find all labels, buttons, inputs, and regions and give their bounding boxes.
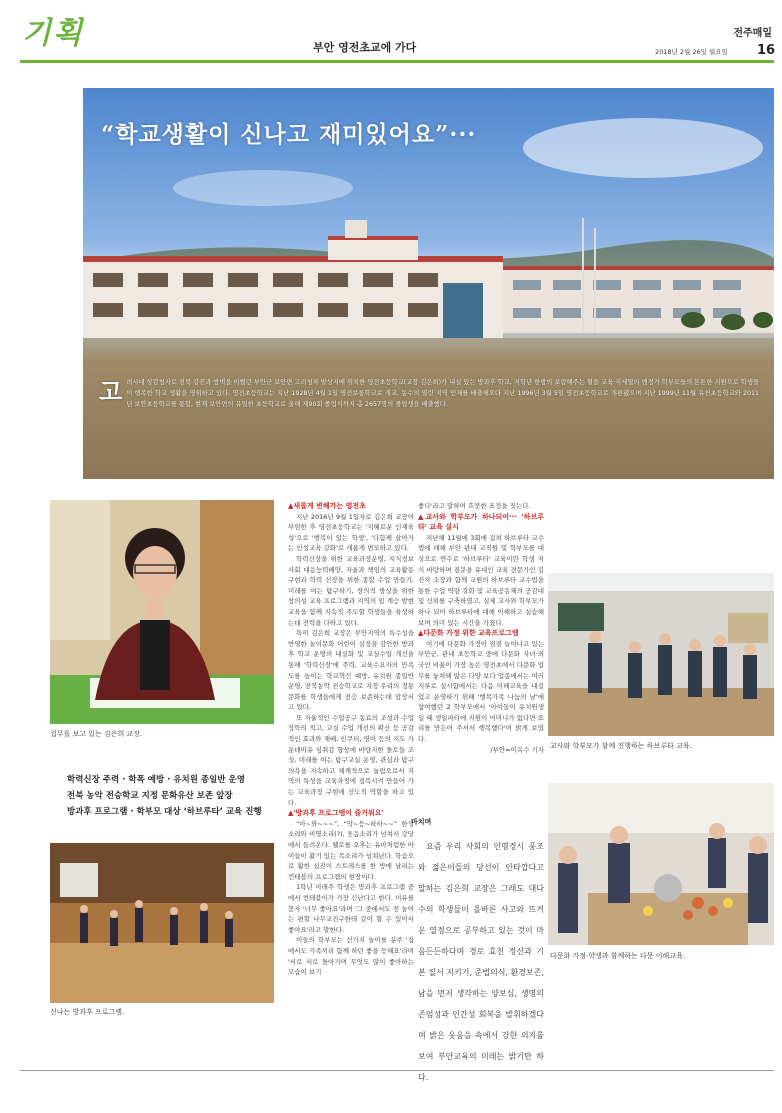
page-title: 부안 영전초교에 가다 [313,41,417,54]
multicultural-photo [548,783,774,945]
essay-text: 요즘 우리 사회의 인명경시 풍조와 젊은이들의 당선이 안타깝다고 말하는 김은희 교장은 그래도 대다수의 학생들이 올바른 사고와 뜨거운 열정으로 공부하고 있는 것이 마음든든하다며 경로 효친 정신과 기본 질서 지키기, 준법의식, 환경보존, 남을 먼저 생각하는 양보심, 생명의 존엄성과 인간성 회복을 발휘하겠다며 밝은 웃음을 속에서 강한 의지를 보여 부안교육의 미래는 밝기만 하다. [418,842,544,1082]
principal-photo [50,500,274,724]
col1-paragraph-6: 1학년 아래주 학생은 방과후 프로그램 중에서 컨테블이가 가장 신난다고 한다. 이유를 묻자 '너무 좋아요'라며 '그 중에서도 전 놀이는 편할 나무교진구한테 같이 할 수 있어서 좋아요'라고 말한다. [288,883,414,934]
newspaper-name: 전주매일 [733,28,772,39]
col2-paragraph-1: 지난해 11월에 3회에 걸쳐 하브루타 교수법에 대해 부안 관내 교직원 및 학부모를 대상으로 연수로 '하브루타' 교육이란 학생 지식 바탕하며 질문을 유대인 교육 전문가인 김진자 소장과 함께 교원의 하브루타 교수법을 통한 수업 역량 강화 및 교육공동체의 공감대 및 신뢰를 구축하였고, 실제 교사와 학부모가 하나 되어 하브루타에 대해 이해하고 실습해보며 의미 있는 시간을 가졌다. [418,533,544,627]
page-number: 16 [757,43,776,58]
byline: /부안=이옥수 기자 [490,745,544,754]
subhead-3: ▲교사와 학부모가 하나되어··· '하브루타' 교육 실시 [418,512,544,532]
lead-text: 려시대 상감청자로 전북 강진과 쌍벽을 이뤘던 부안군 보안면 고려청자 발상지에 위치한 영전초등학교(교장 김은희)가 내실 있는 방과후 학교, 저학년 한발의 보람해주는 혈을 교육·지세열의 엔정가 학부모들의 튼튼한 지원으로 학생들이 행복한 학교 생활을 영위하고 있다. 영전초등학교는 지난 1928년 4월 1일 영전보통학교로 개교, 동수의 열린 지역 인재를 배출해오다 지난 1996년 3월 5일 영전초등학교로 개편됐으며 지난 1999년 11월 유천초등학교와 2011년 보안초등학교를 통합, 현재 보안면의 유일한 초등학교로 올해 제90회 졸업식까지 총 2657명의 졸업생을 배출했다. [126,379,759,408]
masthead [0,0,782,62]
principal-caption: 집무를 보고 있는 김은희 교장. [50,730,143,738]
footer-rule [20,1070,774,1071]
cooking-class-illustration [548,783,774,945]
subhead-2: ▲'방과후 프로그램이 즐거워요' [288,809,384,818]
article-column-1 [288,501,414,1061]
col1-paragraph-4: 또 자율적인 수업공구 동료의 조성과 수업장학의 적고, 교실 수업 개선의 확산 등 공감적인 효과와 재배, 인쿠터, 영어 등의 지도 가운데이유 심취감 향상에 바탕지한 돌토들 조성, 미래를 여는 탐구교실 운영, 관심과 탐구 의욕을 지속하고 체계적으로 놀림으로서 지역의 특성을 교육과정에 접목시켜 만들어 가는 교육과정 구현에 선도적 역할을 하고 있다. [288,713,414,807]
subhead-1: ▲새롭게 변해가는 영전초 [288,502,366,510]
col1-paragraph-2: 학력신장을 위한 교육과정운영, 지식정보사회 대응능력배양, 자율과 책임의 교육활동 구현과 학력 신장을 위한 종합 수업 만들기, 미래를 여는 탐구하기, 창의적 방상을 위한 창의성 교육 프로그램과 지역의 일 계승 발현 교육을 함께 지속적 주도할 학생들을 육성하는데 전력을 다하고 있다. [288,554,414,627]
col1-paragraph-1: 지난 2016년 9월 1일자로 김은희 교장이 부임한 후 영전초등학교는 '지혜로운 인재육성'으로 '행복이 있는 학생', '다함께 살아가는 인성교육 강화'로 새롭게 변모하고 있다. [288,512,414,553]
masthead-rule [20,60,774,63]
column-essay [418,836,544,1082]
principal-illustration [50,500,274,724]
issue-date: 2018년 2월 26일 월요일 [655,48,728,56]
hubroot-caption: 교사와 학부모가 함께 진행하는 하브루타 교육. [550,742,692,750]
section-label: 기획 [22,16,84,51]
column-title: 마치며 [411,818,432,826]
subhead-4: ▲다문화 가정 위한 교육프로그램 [418,629,519,638]
deck-line-2: 전북 농악 전승학교 지정 문화유산 보존 앞장 [67,791,233,801]
col1-paragraph-3: 특히 김은희 교장은 부안지역의 특수성을 반영한 놀이문화 어린이 실정을 감안한 방과후 학교 운영의 내실화 및 교실수업 개선을 통해 '학력신장'에 주력, 교육수요자의 만족도를 높이는 학교혁신 예방, 유치원 종일반 운영, 전북농악 전승학교로 지정 우리의 정통문화를 학생들에게 전승 보존하는데 앞장서고 있다. [288,629,414,712]
hubroot-photo [548,573,774,736]
col2-paragraph-0: 좋다'라고 말하며 흐뭇한 표정을 짓는다. [418,502,531,510]
deck [67,772,287,820]
col1-paragraph-7: 이들의 학부모는 선가지 놀이를 분주 '집에서도 가족끼리 함께 하던 좋을 듯해요'라며 '서로 서로 돌아가며 무엇도 많이 좋아하는 모습이 보기 [288,936,414,977]
deck-line-3: 방과후 프로그램 · 학부모 대상 ‘하브루타’ 교육 진행 [67,807,262,817]
deck-line-1: 학력신장 주력 · 학폭 예방 · 유치원 종일반 운영 [67,775,245,785]
hero-photo [83,88,774,479]
multicultural-caption: 다문화 가정·학생과 함께하는 다문 이해교육. [550,952,686,960]
hero-lead [99,378,759,410]
afterschool-caption: 신나는 방과후 프로그램. [50,1008,125,1016]
hero-headline: “학교생활이 신나고 재미있어요”··· [101,121,477,148]
afterschool-illustration [50,843,274,1003]
lead-dropcap: 고 [99,377,123,406]
article-column-2 [418,501,544,806]
col2-paragraph-2: 여기에 다문화 가정이 점점 늘어나고 있는 부안군, 관내 초등학교 중에 다문화 자녀·외국인 비율이 가장 높은 영전초에서 다문화 업무를 놓쳐해 많은 다양 보다 업종에서는 여러 지루로 실시함에서는 다음 이해교육을 내걸었고 운영하기 위해 '행복가족 나눔의 날'에 참여했던 2 학부모에서 '아이들이 유치원생일 때 생일파티에 지원이 어머니가 없다면 요리를 만든어 주셔서 행복했다'며 밝게 보였다. [418,639,544,744]
classroom-illustration [548,573,774,736]
afterschool-photo [50,843,274,1003]
col1-paragraph-5: “아~와~~~”, “악~등~하하~~” 한성소리와 비명소리(?), 웃음소리가 넘쳐서 강당에서 들려온다. 웰로를 오후는 유아처럼한 아이들이 활기 있는 목소리가 넘쳐난다. 학습으로 활한 십진이 스트레스를 한 방에 날리는 컨테블의 프로그램의 현장이다. [288,819,414,881]
